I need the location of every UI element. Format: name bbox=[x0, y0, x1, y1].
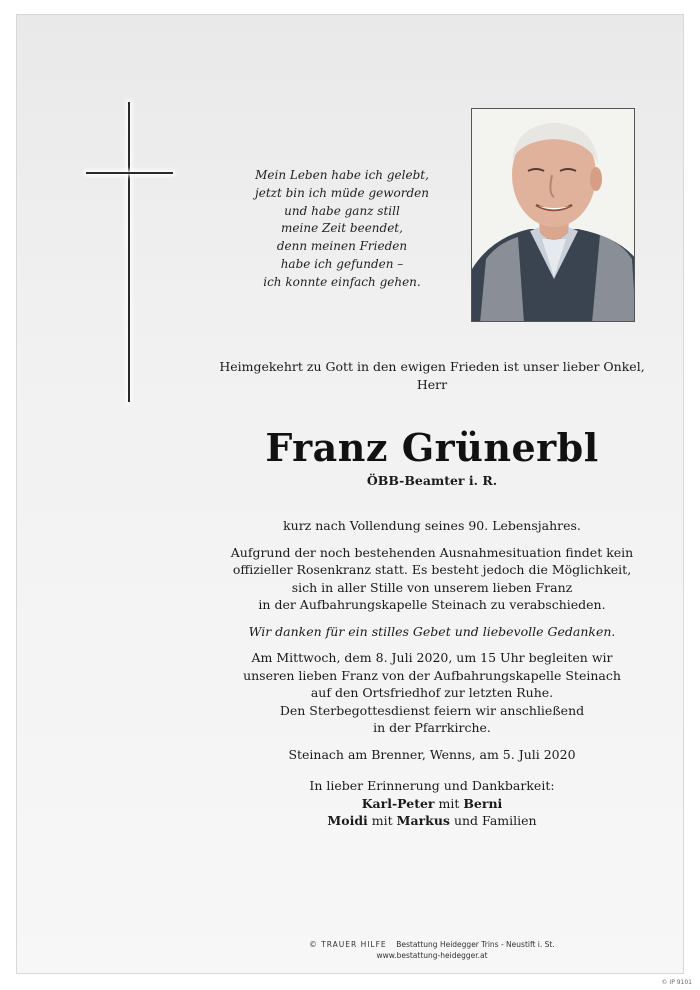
poem-line: meine Zeit beendet, bbox=[281, 221, 403, 236]
poem bbox=[197, 167, 487, 292]
age-line: kurz nach Vollendung seines 90. Lebensjahres. bbox=[283, 518, 581, 533]
cross-icon-horizontal bbox=[86, 172, 173, 174]
portrait-photo bbox=[471, 108, 635, 322]
cross-icon-vertical bbox=[128, 102, 130, 402]
website-link[interactable]: www.bestattung-heidegger.at bbox=[376, 951, 488, 960]
poem-line: habe ich gefunden – bbox=[280, 256, 404, 271]
deceased-occupation: ÖBB-Beamter i. R. bbox=[366, 473, 498, 488]
signature-line-2: Moidi mit Markus und Familien bbox=[327, 813, 537, 828]
signature-intro: In lieber Erinnerung und Dankbarkeit: bbox=[309, 778, 555, 793]
document-code: © IP 9101 bbox=[661, 979, 692, 986]
intro-text bbox=[217, 358, 647, 394]
deceased-name: Franz Grünerbl bbox=[265, 425, 599, 470]
place-date: Steinach am Brenner, Wenns, am 5. Juli 2020 bbox=[288, 746, 576, 762]
trauer-hilfe-logo: © TRAUER HILFE bbox=[309, 940, 387, 949]
signature-line-1: Karl-Peter mit Berni bbox=[361, 795, 503, 811]
mourner-name: Markus bbox=[396, 813, 450, 828]
obituary-card bbox=[16, 14, 684, 974]
intro-line: Herr bbox=[416, 377, 448, 392]
thanks-line: Wir danken für ein stilles Gebet und liebevolle Gedanken. bbox=[248, 623, 616, 639]
poem-line: ich konnte einfach gehen. bbox=[263, 274, 421, 289]
mourner-name: Berni bbox=[463, 795, 503, 811]
footer bbox=[217, 939, 647, 961]
signature-block bbox=[217, 777, 647, 830]
obituary-body bbox=[217, 517, 647, 830]
poem-line: jetzt bin ich müde geworden bbox=[255, 185, 429, 200]
poem-line: Mein Leben habe ich gelebt, bbox=[255, 168, 429, 182]
undertaker-name: Bestattung Heidegger Trins - Neustift i. St. bbox=[396, 940, 555, 949]
intro-line: Heimgekehrt zu Gott in den ewigen Frieden ist unser lieber Onkel, bbox=[219, 359, 645, 374]
mourner-name: Moidi bbox=[327, 813, 368, 828]
poem-line: denn meinen Frieden bbox=[276, 239, 408, 254]
poem-line: und habe ganz still bbox=[284, 203, 400, 218]
rosary-paragraph: Aufgrund der noch bestehenden Ausnahmesituation findet kein offizieller Rosenkranz statt. Es besteht jedoch die Möglichkeit, sich in aller Stille von unserem lieben Franz in der Aufbahrungskapelle Steinach zu verabschieden. bbox=[230, 544, 634, 612]
funeral-paragraph: Am Mittwoch, dem 8. Juli 2020, um 15 Uhr begleiten wir unseren lieben Franz von der Aufbahrungskapelle Steinach auf den Ortsfriedhof zur letzten Ruhe. Den Sterbegottesdienst feiern wir anschließend in der Pfarrkirche. bbox=[243, 650, 621, 735]
mourner-name: Karl-Peter bbox=[361, 795, 435, 811]
footer-line bbox=[217, 939, 647, 950]
